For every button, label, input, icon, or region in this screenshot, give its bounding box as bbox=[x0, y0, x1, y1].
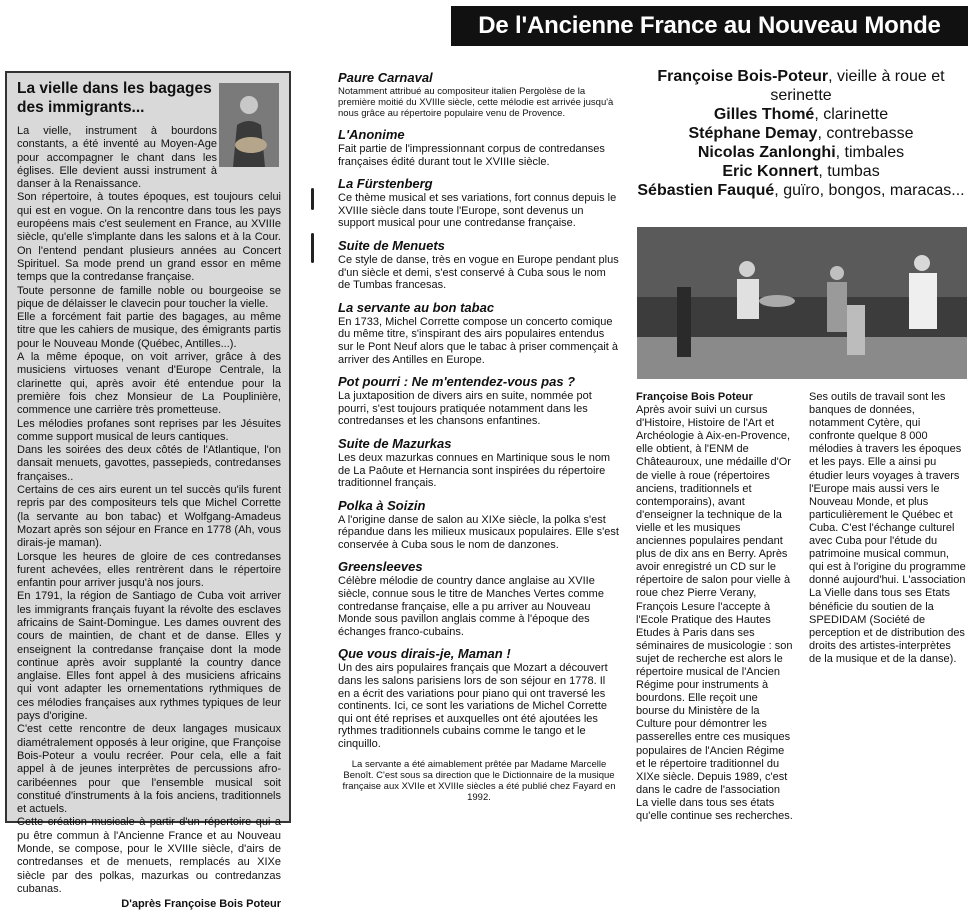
sidebar-paragraph: Son répertoire, à toutes époques, est toujours celui qui est en vogue. On la rencontre dans tous les pays européens mais c'est seulement en France, au XVIIIe siècle, qu'elle s'implante dans les salons et à la Cour. On l'entend pendant plusieurs années au Concert Spirituel. Sa mode prend un grand essor en même temps que la contredanse française. bbox=[17, 191, 281, 284]
sidebar-article bbox=[5, 71, 291, 910]
piece-title: La Fürstenberg bbox=[338, 176, 433, 192]
piece-description: Ce style de danse, très en vogue en Europe pendant plus d'un siècle et demi, s'est conservé à Cuba sous le nom de Tumbas francesas. bbox=[338, 253, 619, 292]
piece-description: Un des airs populaires français que Mozart a découvert dans les salons parisiens lors de son séjour en 1778. Il en a écrit des variations pour piano qui ont traversé les continents. Ici, ce sont les variations de Michel Corrette qui ont été reprises et auxquelles ont été ajoutées les rythmes traditionnels cubains comme le tango et le cinquillo. bbox=[338, 662, 608, 750]
cast-entry bbox=[636, 124, 966, 143]
sidebar-paragraph: C'est cette rencontre de deux langages musicaux diamétralement opposés à leur origine, que Françoise Bois-Poteur a voulu recréer. Pour cela, elle a fait appel à de jeunes interprètes de percussions afro-caribéennes pour que l'ensemble musical soit constitué d'instruments à la fois anciens, traditionnels et actuels. bbox=[17, 723, 281, 816]
sidebar-paragraph: Cette création musicale à partir d'un répertoire qui a pu être commun à l'Ancienne France et au Nouveau Monde, se compose, pour le XVIIIe siècle, d'airs de contredanses et de menuets, remplacés au XIXe siècle par des polkas, mazurkas ou contredanzas cubanas. bbox=[17, 816, 281, 895]
piece-title: Pot pourri : Ne m'entendez-vous pas ? bbox=[338, 374, 576, 390]
sidebar-paragraph: A la même époque, on voit arriver, grâce à des musiciens virtuoses venant d'Europe Centrale, la clarinette qui, après avoir été entendue pour la première fois chez Monsieur de La Pouplinière, commence une carrière très prometteuse. bbox=[17, 351, 281, 417]
cast-role: , vieille à roue et serinette bbox=[770, 68, 945, 104]
cast-entry bbox=[636, 67, 966, 105]
sidebar-paragraph: Elle a forcément fait partie des bagages, au même titre que les cahiers de musique, des émigrants partis pour le Nouveau Monde (Québec, Antilles...). bbox=[17, 311, 281, 350]
cast-role: , tumbas bbox=[818, 163, 880, 180]
repertoire-item bbox=[338, 176, 620, 230]
piece-description: A l'origine danse de salon au XIXe siècle, la polka s'est répandue dans les milieux musicaux populaires. Elle s'est conservée à Cuba sous le nom de danzones. bbox=[338, 513, 619, 551]
piece-title: Paure Carnaval bbox=[338, 70, 433, 85]
sidebar-paragraph: Toute personne de famille noble ou bourgeoise se pique de délaisser le clavecin pour toucher la vielle. bbox=[17, 284, 281, 310]
cast-role: , guïro, bongos, maracas... bbox=[774, 182, 965, 199]
sidebar-paragraph: Dans les soirées des deux côtés de l'Atlantique, l'on dansait menuets, gavottes, passepieds, contredanses françaises.. bbox=[17, 444, 281, 483]
cast-entry bbox=[636, 105, 966, 124]
repertoire-item bbox=[338, 498, 620, 552]
repertoire-item bbox=[338, 127, 620, 168]
repertoire-column bbox=[338, 70, 620, 803]
repertoire-item bbox=[338, 436, 620, 490]
cast-entry bbox=[636, 143, 966, 162]
sidebar-paragraph: Lorsque les heures de gloire de ces contredanses furent achevées, elles rentrèrent dans le répertoire enfantin pour arriver jusqu'à nos jours. bbox=[17, 550, 281, 590]
footnote: La servante a été aimablement prêtée par Madame Marcelle Benoît. C'est sous sa direction que le Dictionnaire de la musique française aux XVIIe et XVIIIe siècles a été publié chez Fayard en 1992. bbox=[342, 758, 616, 803]
cast-name: Gilles Thomé bbox=[713, 106, 815, 123]
biography bbox=[636, 391, 966, 827]
piece-title: L'Anonime bbox=[338, 127, 405, 142]
piece-title: La servante au bon tabac bbox=[338, 299, 495, 315]
repertoire-item bbox=[338, 300, 620, 366]
piece-title: Que vous dirais-je, Maman ! bbox=[338, 646, 511, 662]
cast-name: Eric Konnert bbox=[722, 163, 819, 180]
piece-description: Notamment attribué au compositeur italien Pergolèse de la première moitié du XVIIIe siècle, cette mélodie est arrivée jusqu'à nous grâce au répertoire populaire venu de Provence. bbox=[338, 86, 614, 119]
repertoire-item bbox=[338, 70, 620, 119]
cast-list bbox=[636, 67, 966, 200]
sidebar-paragraph: En 1791, la région de Santiago de Cuba voit arriver les immigrants français fuyant la révolte des esclaves africains de Saint-Domingue. Les dames ouvrent des cours de maintien, de chant et de danse. Elles y enseignent la contredanse française dont la mode continue après avoir supplanté la country dance anglaise. Elles font appel à des musiciens africains qui vont adapter les ornementations rythmiques de ces mélodies françaises aux rythmes typiques de leur pays d'origine. bbox=[17, 590, 281, 723]
piece-title: Suite de Menuets bbox=[338, 237, 445, 253]
cast-name: Stéphane Demay bbox=[688, 125, 818, 142]
sidebar-credit: D'après Françoise Bois Poteur bbox=[121, 898, 281, 910]
margin-marker bbox=[311, 188, 314, 210]
cast-entry bbox=[636, 162, 966, 181]
cast-name: Françoise Bois-Poteur bbox=[657, 68, 829, 85]
repertoire-item bbox=[338, 646, 620, 750]
page-banner-title: De l'Ancienne France au Nouveau Monde bbox=[451, 6, 968, 46]
cast-name: Sébastien Fauqué bbox=[637, 182, 775, 199]
cast-role: , clarinette bbox=[814, 106, 889, 123]
sidebar-paragraph: La vielle, instrument à bourdons constants, a été inventé au Moyen-Age pour accompagner le chant dans les églises. Elle devient aussi instrument à danser à la Renaissance. bbox=[17, 125, 217, 191]
piece-description: En 1733, Michel Corrette compose un concerto comique du même titre, s'inspirant des airs populaires entendus sur le Pont Neuf alors que le tabac à priser commençait à arriver des Antilles en Europe. bbox=[338, 315, 619, 366]
cast-name: Nicolas Zanlonghi bbox=[697, 144, 836, 161]
bio-text: Après avoir suivi un cursus d'Histoire, Histoire de l'Art et Archéologie à Aix-en-Provence, elle obtient, à l'ENM de Châteauroux, une médaille d'Or de vielle à roue (répertoires anciens, traditionnels et contemporains), avant d'enseigner la technique de la vielle et les musiques anciennes populaires pendant plus de dix ans en Berry. Après avoir enregistré un CD sur le répertoire de salon pour vielle à roue chez Pierre Verany, François Lesure l'accepte à l'Ecole Pratique des Hautes Etudes à Paris dans ses séminaires de musicologie : son sujet de recherche est alors le répertoire musical de l'Ancien Régime pour instruments à bourdons. Elle reçoit une bourse du Ministère de la Culture pour démontrer les passerelles entre ces musiques populaires de l'Ancien Régime et le répertoire traditionnel du XIXe siècle. Depuis 1989, c'est dans le cadre de l'association La vielle dans tous ses états qu'elle continue ses recherches. Ses outils de travail sont les banques de données, notamment Cytère, qui confronte quelque 8 000 mélodies à travers les époques et les pays. Elle a ainsi pu étudier leurs voyages à travers l'Europe mais aussi vers le Nouveau Monde, et plus particulièrement le Québec et Cuba. C'est l'échange culturel avec Cuba pour l'étude du patrimoine musical commun, qui est à l'origine du programme donné aujourd'hui. L'association La Vielle dans tous ses Etats bénéficie du soutien de la SPEDIDAM (Société de perception et de distribution des droits des artistes-interprètes de la musique et de la danse). bbox=[636, 391, 966, 822]
piece-description: Célèbre mélodie de country dance anglaise au XVIIe siècle, connue sous le titre de Manches Vertes comme contredanse française, elle a pu arriver au Nouveau Monde sous pavillon anglais comme à l'époque des échanges franco-cubains. bbox=[338, 575, 604, 638]
piece-description: Les deux mazurkas connues en Martinique sous le nom de La Paôute et Hernancia sont inspirées du répertoire traditionnel français. bbox=[338, 451, 611, 490]
hurdy-gurdy-player-photo bbox=[219, 83, 279, 167]
cast-role: , contrebasse bbox=[817, 125, 914, 142]
repertoire-item bbox=[338, 374, 620, 428]
piece-title: Greensleeves bbox=[338, 559, 423, 575]
piece-description: La juxtaposition de divers airs en suite, nommée pot pourri, s'est toujours pratiquée notamment dans les contredanses et les chansons enfantines. bbox=[338, 390, 592, 428]
sidebar-paragraph: Certains de ces airs eurent un tel succès qu'ils furent repris par des compositeurs tels que Michel Corrette (la servante au bon tabac) et Wolfgang-Amadeus Mozart après son séjour en France en 1778 (Ah, vous dirais-je maman). bbox=[17, 484, 281, 550]
repertoire-item bbox=[338, 238, 620, 292]
sidebar-body bbox=[17, 125, 281, 896]
piece-description: Ce thème musical et ses variations, fort connus depuis le XVIIIe siècle dans toute l'Europe, sont devenus un support musical pour une contredanse française. bbox=[338, 192, 617, 230]
piece-description: Fait partie de l'impressionnant corpus de contredanses françaises édité durant tout le XVIIIe siècle. bbox=[338, 143, 605, 168]
bio-name: Françoise Bois Poteur bbox=[636, 391, 753, 403]
sidebar-paragraph: Les mélodies profanes sont reprises par les Jésuites comme support musical de leurs cantiques. bbox=[17, 417, 281, 443]
sidebar-title: La vielle dans les bagages des immigrants... bbox=[17, 80, 212, 116]
margin-marker bbox=[311, 233, 314, 263]
piece-title: Suite de Mazurkas bbox=[338, 435, 452, 451]
ensemble-photo bbox=[637, 227, 967, 379]
cast-entry bbox=[636, 181, 966, 200]
piece-title: Polka à Soizin bbox=[338, 497, 426, 513]
repertoire-item bbox=[338, 559, 620, 638]
cast-role: , timbales bbox=[835, 144, 905, 161]
